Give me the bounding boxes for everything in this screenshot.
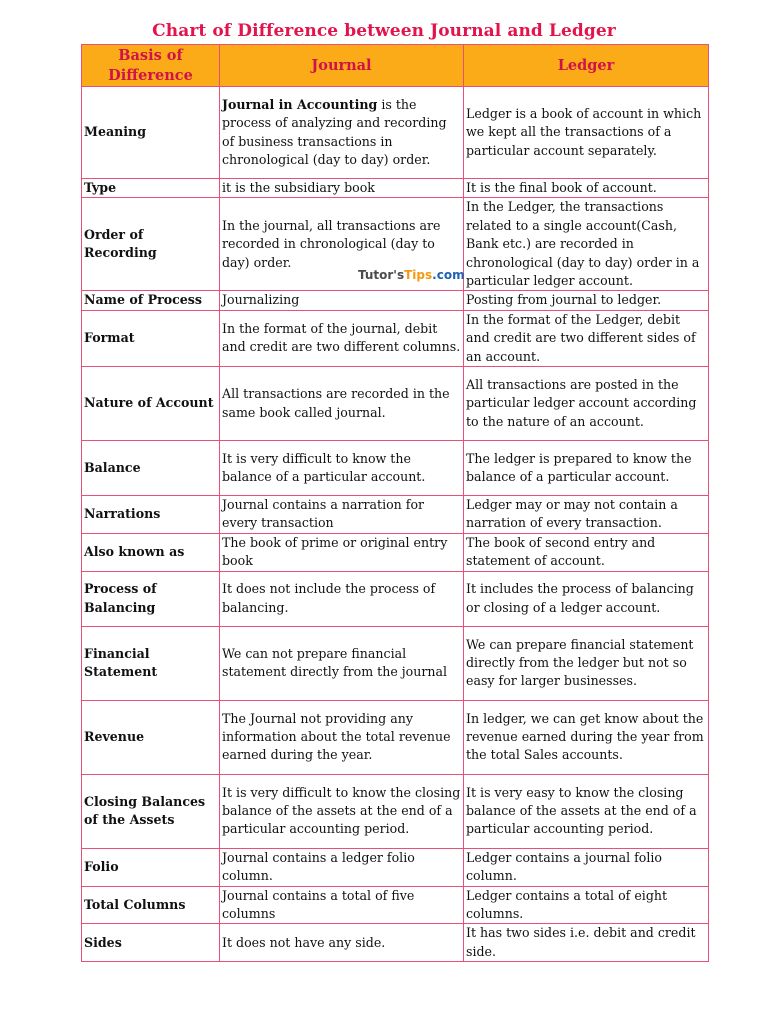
ledger-cell: Ledger contains a journal folio column. <box>464 848 709 886</box>
basis-cell: Revenue <box>82 700 220 774</box>
ledger-cell: In the Ledger, the transactions related to a single account(Cash, Bank etc.) are recorded in chronological (day to day) order in a particular ledger account. <box>464 198 709 291</box>
table-row <box>82 848 709 886</box>
basis-cell: Type <box>82 179 220 198</box>
basis-cell: Order of Recording <box>82 198 220 291</box>
basis-cell: Balance <box>82 441 220 496</box>
ledger-cell: We can prepare financial statement directly from the ledger but not so easy for larger businesses. <box>464 626 709 700</box>
table-row <box>82 533 709 571</box>
journal-text: is the process of analyzing and recording of business transactions in chronological (day to day) order. <box>222 96 447 167</box>
header-row <box>82 45 709 87</box>
journal-cell: It is very difficult to know the closing balance of the assets at the end of a particular accounting period. <box>220 774 464 848</box>
ledger-cell: It is very easy to know the closing balance of the assets at the end of a particular accounting period. <box>464 774 709 848</box>
ledger-cell: Ledger contains a total of eight columns. <box>464 886 709 924</box>
header-journal: Journal <box>220 45 464 87</box>
table-row <box>82 571 709 626</box>
page-title: Chart of Difference between Journal and Ledger <box>152 21 616 41</box>
watermark-part2: Tips <box>404 268 433 282</box>
journal-cell: Journal contains a narration for every transaction <box>220 496 464 534</box>
basis-cell: Total Columns <box>82 886 220 924</box>
ledger-cell: In ledger, we can get know about the revenue earned during the year from the total Sales accounts. <box>464 700 709 774</box>
journal-cell: All transactions are recorded in the same book called journal. <box>220 367 464 441</box>
journal-cell: It does not include the process of balancing. <box>220 571 464 626</box>
table-row <box>82 179 709 198</box>
table-row <box>82 87 709 179</box>
journal-cell: It does not have any side. <box>220 924 464 962</box>
ledger-cell: The ledger is prepared to know the balance of a particular account. <box>464 441 709 496</box>
journal-cell: Journal contains a ledger folio column. <box>220 848 464 886</box>
table-row <box>82 496 709 534</box>
ledger-cell: It has two sides i.e. debit and credit side. <box>464 924 709 962</box>
ledger-cell: Posting from journal to ledger. <box>464 291 709 310</box>
journal-lead: Journal in Accounting <box>222 96 378 112</box>
journal-cell: In the journal, all transactions are recorded in chronological (day to day) order. <box>220 198 464 291</box>
journal-cell: The Journal not providing any information about the total revenue earned during the year. <box>220 700 464 774</box>
comparison-table <box>81 44 709 962</box>
table-row <box>82 924 709 962</box>
basis-cell: Sides <box>82 924 220 962</box>
basis-cell: Process of Balancing <box>82 571 220 626</box>
journal-cell: it is the subsidiary book <box>220 179 464 198</box>
ledger-cell: The book of second entry and statement of account. <box>464 533 709 571</box>
ledger-cell: Ledger may or may not contain a narration of every transaction. <box>464 496 709 534</box>
ledger-cell: All transactions are posted in the particular ledger account according to the nature of an account. <box>464 367 709 441</box>
table-row <box>82 700 709 774</box>
journal-cell: In the format of the journal, debit and credit are two different columns. <box>220 310 464 366</box>
basis-cell: Closing Balances of the Assets <box>82 774 220 848</box>
journal-cell <box>220 87 464 179</box>
basis-cell: Folio <box>82 848 220 886</box>
basis-cell: Financial Statement <box>82 626 220 700</box>
watermark-part3: .com <box>432 268 465 282</box>
basis-cell: Meaning <box>82 87 220 179</box>
ledger-cell: It includes the process of balancing or closing of a ledger account. <box>464 571 709 626</box>
table-row <box>82 441 709 496</box>
basis-cell: Narrations <box>82 496 220 534</box>
header-ledger: Ledger <box>464 45 709 87</box>
journal-cell: It is very difficult to know the balance of a particular account. <box>220 441 464 496</box>
table-row <box>82 774 709 848</box>
table-row <box>82 310 709 366</box>
journal-cell: The book of prime or original entry book <box>220 533 464 571</box>
ledger-cell: In the format of the Ledger, debit and credit are two different sides of an account. <box>464 310 709 366</box>
table-row <box>82 367 709 441</box>
watermark-part1: Tutor's <box>358 268 405 282</box>
ledger-cell: It is the final book of account. <box>464 179 709 198</box>
basis-cell: Also known as <box>82 533 220 571</box>
table-row <box>82 886 709 924</box>
basis-cell: Nature of Account <box>82 367 220 441</box>
basis-cell: Name of Process <box>82 291 220 310</box>
ledger-cell: Ledger is a book of account in which we kept all the transactions of a particular account separately. <box>464 87 709 179</box>
basis-cell: Format <box>82 310 220 366</box>
table-row <box>82 626 709 700</box>
header-basis: Basis of Difference <box>82 45 220 87</box>
journal-cell: Journalizing <box>220 291 464 310</box>
journal-cell: Journal contains a total of five columns <box>220 886 464 924</box>
table-row <box>82 291 709 310</box>
tutorstips-watermark <box>358 268 465 282</box>
journal-cell: We can not prepare financial statement directly from the journal <box>220 626 464 700</box>
